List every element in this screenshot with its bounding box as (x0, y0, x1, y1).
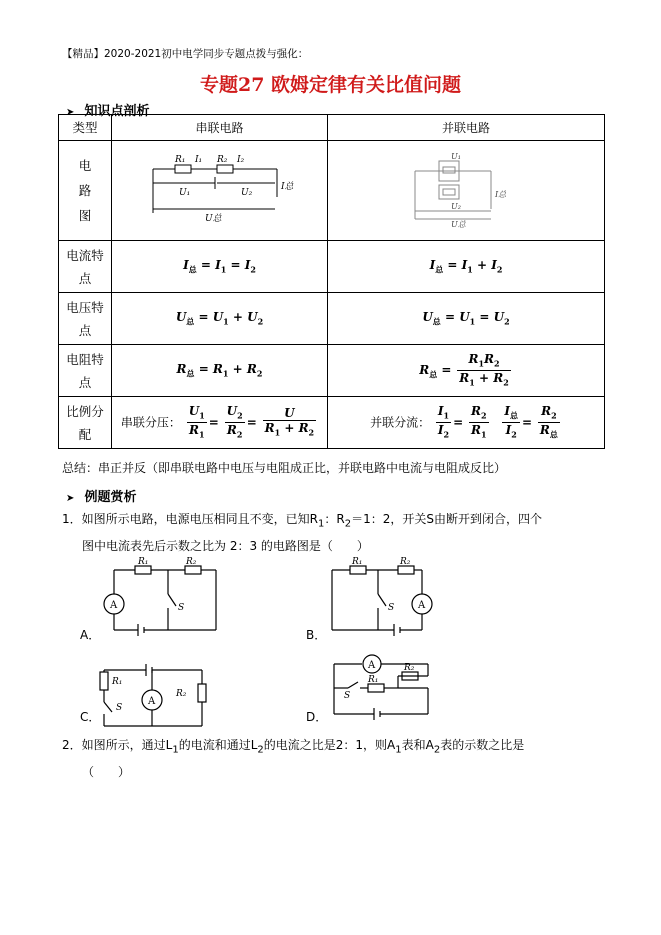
svg-text:I总: I总 (280, 182, 294, 192)
circuit-option-d (328, 650, 436, 724)
option-b-label[interactable]: B． (306, 628, 327, 642)
svg-text:U₁: U₁ (451, 152, 461, 161)
header-parallel: 并联电路 (328, 115, 605, 141)
svg-text:U₁: U₁ (178, 188, 190, 198)
arrow-icon: ➤ (66, 107, 75, 118)
parallel-ratio-formula: 并联分流： $\frac{I_1}{I_2}$ = $\frac{R_2}{R_1}$ $\frac{I_总}{I_2}$ = $\frac{R_2}{R_总}$ (328, 397, 605, 449)
svg-text:R₁: R₁ (368, 675, 379, 685)
option-c-label[interactable]: C． (80, 710, 101, 724)
knowledge-table (58, 114, 605, 449)
series-circuit-diagram (112, 141, 328, 241)
svg-text:I₁: I₁ (194, 155, 202, 165)
svg-text:R₁: R₁ (112, 677, 123, 687)
section-heading-text: 知识点剖析 (84, 104, 150, 119)
question-2-line-1: 2．如图所示，通过$L_1$的电流和通过$L_2$的电流之比是2：1，则$A_1$表和$A_2$表的示数之比是 (62, 738, 525, 756)
svg-text:A: A (148, 696, 156, 707)
question-1-line-2: 图中电流表先后示数之比为 2：3 的电路图是（ ） (82, 539, 369, 554)
svg-text:S: S (178, 603, 185, 613)
series-voltage-formula: $U_总 = U_1 + U_2$ (112, 293, 328, 345)
svg-text:I总: I总 (495, 190, 507, 199)
svg-text:R₂: R₂ (400, 557, 411, 567)
summary-text: 总结：串正并反（即串联电路中电压与电阻成正比，并联电路中电流与电阻成反比） (62, 461, 507, 475)
series-circuit-svg (145, 149, 295, 229)
question-1-line-1: 1．如图所示电路，电源电压相同且不变，已知$R_1$：$R_2=1$：2，开关S由断开到闭合，四个 (62, 512, 542, 530)
question-2-line-2: （ ） (82, 765, 131, 780)
svg-text:U总: U总 (204, 214, 222, 224)
series-current-formula: $I_总 = I_1 = I_2$ (112, 241, 328, 293)
option-a-label[interactable]: A． (80, 628, 101, 642)
series-ratio-formula: 串联分压： $\frac{U_1}{R_1}$ = $\frac{U_2}{R_2}$ = $\frac{U}{R_1 + R_2}$ (112, 397, 328, 449)
series-resistance-formula: $R_总 = R_1 + R_2$ (112, 345, 328, 397)
option-d-label[interactable]: D． (306, 710, 328, 724)
svg-text:R₂: R₂ (404, 663, 415, 673)
svg-text:R₁: R₁ (352, 557, 363, 567)
row-label-voltage: 电压特点 (59, 293, 112, 345)
circuit-option-b (322, 556, 447, 638)
parallel-current-formula: $I_总 = I_1 + I_2$ (328, 241, 605, 293)
parallel-voltage-formula: $U_总 = U_1 = U_2$ (328, 293, 605, 345)
arrow-icon: ➤ (66, 493, 75, 504)
svg-text:S: S (388, 603, 395, 613)
row-label-circuit (59, 141, 112, 241)
svg-text:R₁: R₁ (174, 155, 185, 165)
row-label-resistance: 电阻特点 (59, 345, 112, 397)
header-type: 类型 (59, 115, 112, 141)
question-2 (62, 734, 607, 783)
svg-text:R₂: R₂ (216, 155, 227, 165)
series-ratio-label: 串联分压： (120, 415, 181, 429)
header-series: 串联电路 (112, 115, 328, 141)
page-header: 【精品】2020-2021初中电学同步专题点拨与强化： (62, 48, 309, 60)
parallel-circuit-svg (411, 149, 521, 229)
circuit-option-a (100, 556, 225, 638)
section-heading-examples (66, 486, 137, 505)
question-1 (62, 508, 607, 557)
svg-text:S: S (344, 691, 351, 701)
svg-text:S: S (116, 703, 123, 713)
section-heading-text: 例题赏析 (84, 490, 137, 505)
svg-text:A: A (110, 600, 118, 611)
row-label-current: 电流特点 (59, 241, 112, 293)
svg-text:R₁: R₁ (138, 557, 149, 567)
svg-text:U₂: U₂ (451, 202, 461, 211)
page-title: 专题27 欧姆定律有关比值问题 (199, 74, 462, 96)
svg-text:R₂: R₂ (176, 689, 187, 699)
svg-text:U总: U总 (451, 220, 466, 229)
circuit-option-c (98, 660, 210, 732)
svg-text:A: A (368, 660, 376, 671)
parallel-circuit-diagram (328, 141, 605, 241)
svg-text:A: A (418, 600, 426, 611)
svg-text:U₂: U₂ (240, 188, 252, 198)
row-label-text: 电路图 (78, 158, 92, 223)
svg-text:R₂: R₂ (186, 557, 197, 567)
row-label-ratio: 比例分配 (59, 397, 112, 449)
parallel-ratio-label: 并联分流： (370, 415, 431, 429)
svg-text:I₂: I₂ (236, 155, 244, 165)
parallel-resistance-formula: $R_总$ = $\frac{R_1R_2}{R_1 + R_2}$ (328, 345, 605, 397)
